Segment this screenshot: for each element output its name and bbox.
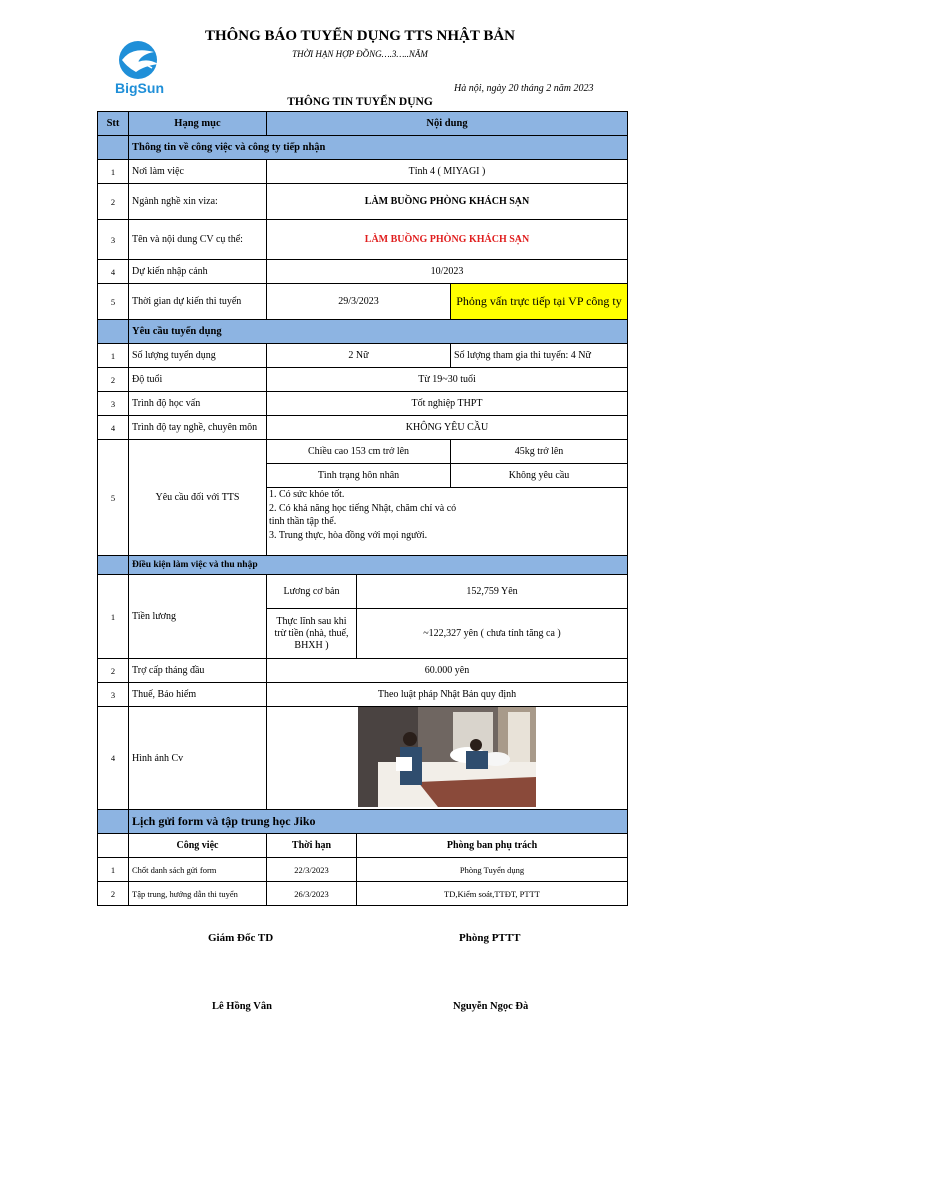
table-row: 2 Độ tuổi Từ 19~30 tuổi <box>98 368 628 392</box>
table-row: 4 Dự kiến nhập cảnh 10/2023 <box>98 260 628 284</box>
entry-date-value: 10/2023 <box>267 260 628 284</box>
col-dept: Phòng ban phụ trách <box>357 834 628 858</box>
schedule-header <box>98 834 628 858</box>
section-header <box>98 810 628 834</box>
interview-note: Phỏng vấn trực tiếp tại VP công ty <box>451 284 628 320</box>
director-name: Lê Hồng Vân <box>212 1001 272 1012</box>
skill-value: KHÔNG YÊU CẦU <box>267 416 628 440</box>
section-title: Điều kiện làm việc và thu nhập <box>129 556 628 575</box>
section-title: Yêu cầu tuyển dụng <box>129 320 628 344</box>
table-row: 3 Tên và nội dung CV cụ thể: LÀM BUỒNG PHÒNG KHÁCH SẠN <box>98 220 628 260</box>
table-row: 2 Trợ cấp tháng đầu 60.000 yên <box>98 659 628 683</box>
net-salary-label: Thực lĩnh sau khi trừ tiền (nhà, thuế, BHXH ) <box>267 609 357 659</box>
net-salary-value: ~122,327 yên ( chưa tính tăng ca ) <box>357 609 628 659</box>
col-stt: Stt <box>98 112 129 136</box>
table-row: 1 Nơi làm việc Tỉnh 4 ( MIYAGI ) <box>98 160 628 184</box>
recruitment-table <box>97 111 628 906</box>
height-req: Chiều cao 153 cm trở lên <box>267 440 451 464</box>
col-job: Công việc <box>129 834 267 858</box>
tax-value: Theo luật pháp Nhật Bản quy định <box>267 683 628 707</box>
marital-value: Không yêu cầu <box>451 464 628 488</box>
department-name: Nguyễn Ngọc Đà <box>453 1001 529 1012</box>
table-header <box>98 112 628 136</box>
table-row: 1 Chốt danh sách gửi form 22/3/2023 Phòng Tuyển dụng <box>98 858 628 882</box>
logo-text: BigSun <box>115 80 164 96</box>
base-salary-label: Lương cơ bản <box>267 575 357 609</box>
director-title: Giám Đốc TD <box>208 932 274 944</box>
education-value: Tốt nghiệp THPT <box>267 392 628 416</box>
workplace-value: Tỉnh 4 ( MIYAGI ) <box>267 160 628 184</box>
section-header <box>98 136 628 160</box>
col-item: Hạng mục <box>129 112 267 136</box>
age-value: Từ 19~30 tuổi <box>267 368 628 392</box>
job-photo-cell <box>267 707 628 810</box>
quota-value: 2 Nữ <box>267 344 451 368</box>
col-content: Nội dung <box>267 112 628 136</box>
base-salary-value: 152,759 Yên <box>357 575 628 609</box>
table-row: 3 Trình độ học vấn Tốt nghiệp THPT <box>98 392 628 416</box>
table-row: 1 Số lượng tuyển dụng 2 Nữ Số lượng tham gia thi tuyển: 4 Nữ <box>98 344 628 368</box>
marital-label: Tình trạng hôn nhân <box>267 464 451 488</box>
weight-req: 45kg trở lên <box>451 440 628 464</box>
table-row: 3 Thuế, Bảo hiểm Theo luật pháp Nhật Bản quy định <box>98 683 628 707</box>
table-row: 2 Tập trung, hướng dẫn thi tuyển 26/3/2023 TD,Kiểm soát,TTĐT, PTTT <box>98 882 628 906</box>
visa-job-value: LÀM BUỒNG PHÒNG KHÁCH SẠN <box>267 184 628 220</box>
table-row: 5 Yêu cầu đối với TTS Chiều cao 153 cm trở lên 45kg trở lên <box>98 440 628 464</box>
job-detail-value: LÀM BUỒNG PHÒNG KHÁCH SẠN <box>267 220 628 260</box>
allowance-value: 60.000 yên <box>267 659 628 683</box>
hotel-room-photo <box>358 707 536 807</box>
section-title: Thông tin về công việc và công ty tiếp nhận <box>129 136 628 160</box>
table-row: 4 Trình độ tay nghề, chuyên môn KHÔNG YÊU CẦU <box>98 416 628 440</box>
exam-date-value: 29/3/2023 <box>267 284 451 320</box>
candidate-requirements: 1. Có sức khỏe tốt. 2. Có khả năng học tiếng Nhật, chăm chỉ và có tinh thần tập thể. 3. Trung thực, hòa đồng với mọi người. <box>267 488 628 556</box>
document-title: THÔNG BÁO TUYỂN DỤNG TTS NHẬT BẢN <box>204 28 516 44</box>
col-deadline: Thời hạn <box>267 834 357 858</box>
department-title: Phòng PTTT <box>459 932 521 944</box>
table-row: 5 Thời gian dự kiến thi tuyển 29/3/2023 Phỏng vấn trực tiếp tại VP công ty <box>98 284 628 320</box>
table-row: 2 Ngành nghề xin viza: LÀM BUỒNG PHÒNG KHÁCH SẠN <box>98 184 628 220</box>
section-header <box>98 320 628 344</box>
table-row: 4 Hình ảnh Cv <box>98 707 628 810</box>
sheet-title: THÔNG TIN TUYỂN DỤNG <box>287 96 433 108</box>
section-header <box>98 556 628 575</box>
section-title: Lịch gửi form và tập trung học Jiko <box>129 810 628 834</box>
exam-quota: Số lượng tham gia thi tuyển: 4 Nữ <box>451 344 628 368</box>
document-date: Hà nội, ngày 20 tháng 2 năm 2023 <box>454 83 594 94</box>
contract-term: THỜI HẠN HỢP ĐỒNG….3…..NĂM <box>292 49 428 59</box>
table-row: 1 Tiền lương Lương cơ bản 152,759 Yên <box>98 575 628 609</box>
